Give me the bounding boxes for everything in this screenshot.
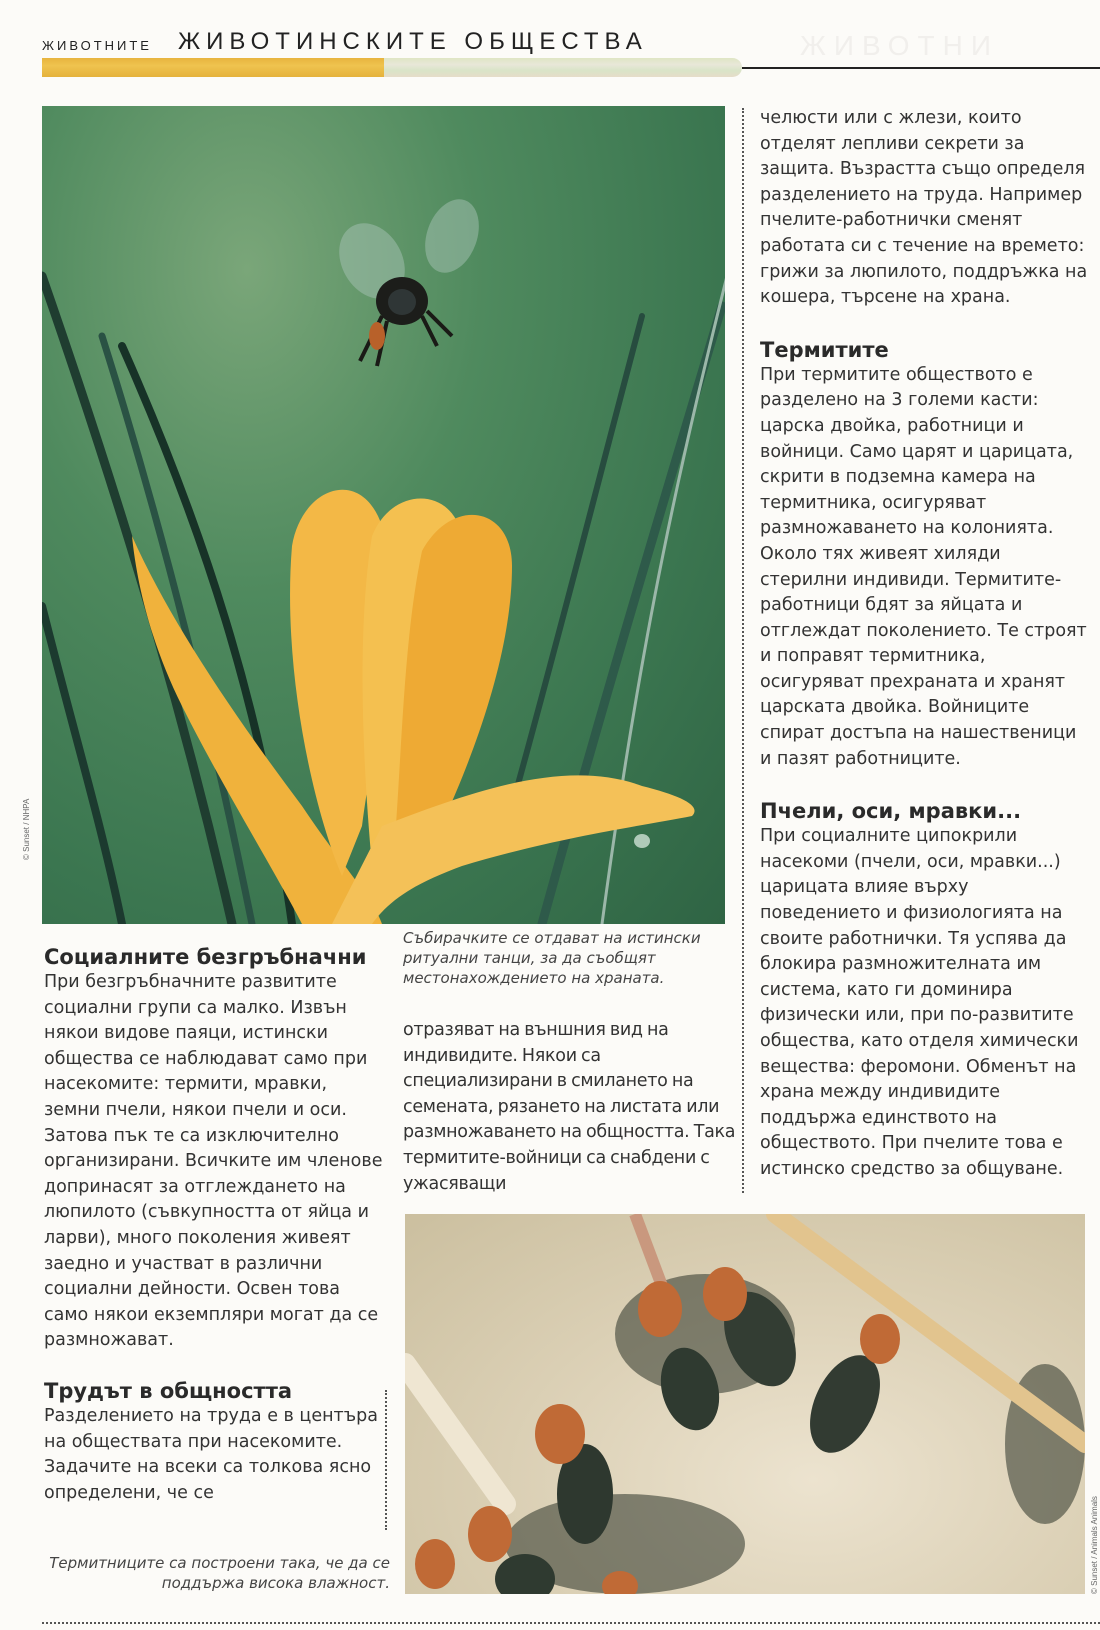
section-label: ЖИВОТНИТЕ xyxy=(42,38,152,53)
photo-credit-bee: © Sunset / NHPA xyxy=(22,798,31,860)
column-divider xyxy=(742,108,744,1193)
page-title: ЖИВОТИНСКИТЕ ОБЩЕСТВА xyxy=(178,28,648,55)
body-paragraph: Разделението на труда е в центъра на обществата при насекомите. Задачите на всеки са толкова ясно определени, че се xyxy=(44,1405,378,1503)
header-stripe-pastel xyxy=(384,58,742,77)
body-paragraph: При термитите обществото е разделено на 3 големи касти: царска двойка, работници и войници. Само царят и царицата, скрити в подземна камера на термитника, осигуряват размножаването на колонията. Около тях живеят хиляди стерилни индивиди. Термитите-работници бдят за яйцата и отглеждат поколението. Те строят и поправят термитника, осигуряват прехраната и хранят царската двойка. Войниците спират достъпа на нашественици и пазят работниците. xyxy=(760,364,1087,769)
right-column xyxy=(760,106,1090,1183)
left-column xyxy=(44,944,384,1506)
show-through-text: ЖИВОТНИ xyxy=(800,30,999,61)
middle-column xyxy=(403,1018,738,1197)
photo-credit-termites: © Sunset / Animals Animals xyxy=(1090,1496,1099,1594)
column-divider xyxy=(385,1390,387,1530)
body-paragraph: При безгръбначните развитите социални групи са малко. Извън някои видове паяци, истински общества се наблюдават само при насекомите: термити, мравки, земни пчели, някои пчели и оси. Затова пък те са изключително организирани. Всичките им членове допринасят за отглеждането на люпилото (съвкупността от яйца и ларви), много поколения живеят заедно и участват в различни социални дейности. Освен това само някои екземпляри могат да се размножават. xyxy=(44,972,383,1351)
bee-figure xyxy=(326,192,488,366)
body-paragraph: отразяват на външния вид на индивидите. Някои са специализирани в смилането на семената, рязането на листата или размножаването на общността. Така термитите-войници са снабдени с ужасяващи xyxy=(403,1020,736,1194)
section-heading-termites: Термитите xyxy=(760,337,889,362)
termites-photo xyxy=(405,1214,1085,1594)
termites-illustration xyxy=(405,1214,1085,1594)
footer-divider xyxy=(42,1622,1100,1624)
section-heading-labor: Трудът в общността xyxy=(44,1378,293,1403)
bee-photo-caption: Събирачките се отдават на истински ритуални танци, за да съобщят местонахождението на храната. xyxy=(403,929,701,987)
termite-photo-caption: Термитниците са построени така, че да се поддържа висока влажност. xyxy=(49,1554,390,1592)
section-heading-social-invertebrates: Социалните безгръбначни xyxy=(44,945,367,969)
header-stripe-yellow xyxy=(42,58,384,77)
header-rule xyxy=(742,67,1100,69)
body-paragraph: челюсти или с жлези, които отделят лепливи секрети за защита. Възрастта също определя разделението на труда. Например пчелите-работнички сменят работата си с течение на времето: грижи за люпилото, поддръжка на кошера, търсене на храна. xyxy=(760,108,1088,308)
section-heading-bees: Пчели, оси, мравки... xyxy=(760,799,1022,824)
bee-crocus-photo xyxy=(42,106,725,924)
body-paragraph: При социалните ципокрили насекоми (пчели, оси, мравки...) царицата влияе върху поведението и физиологията на своите работнички. Тя успява да блокира размножителната им система, като ги доминира физически или, при по-развитите общества, като отделя химически вещества: феромони. Обменът на храна между индивидите поддържа единството на обществото. При пчелите това е истинско средство за общуване. xyxy=(760,826,1079,1179)
bee-crocus-illustration xyxy=(42,106,725,924)
